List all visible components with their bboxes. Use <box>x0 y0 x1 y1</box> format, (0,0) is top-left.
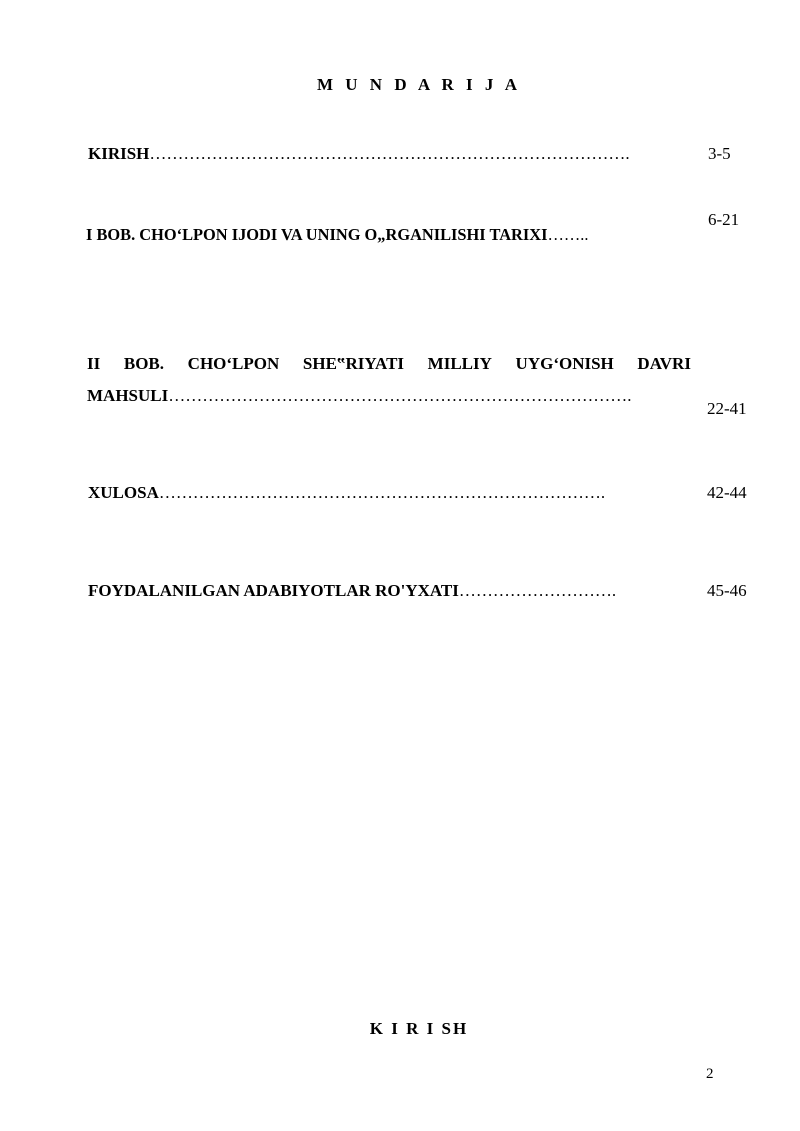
toc-entry-bibliography <box>88 580 616 602</box>
toc-entry-pages: 3-5 <box>708 144 731 163</box>
toc-leader-dots: …….. <box>547 225 589 244</box>
toc-entry-xulosa <box>88 482 605 504</box>
toc-entry-label-line1: II BOB. CHO‘LPON SHE‟RIYATI MILLIY UYG‘ONISH DAVRI <box>87 354 691 373</box>
toc-leader-dots: ……………………………………………………………………. <box>158 483 606 502</box>
toc-leader-dots: ………………………………………………………………………. <box>168 386 632 405</box>
toc-entry-label: I BOB. CHO‘LPON IJODI VA UNING O„RGANILISHI TARIXI <box>86 225 548 244</box>
toc-entry-pages: 42-44 <box>707 483 747 502</box>
toc-entry-label: XULOSA <box>88 483 159 502</box>
toc-leader-dots: ………………………. <box>458 581 617 600</box>
toc-entry-chapter-1 <box>86 224 588 246</box>
toc-entry-chapter-2 <box>87 353 691 407</box>
toc-entry-pages: 6-21 <box>708 210 740 229</box>
section-heading-kirish: K I R I SH <box>369 1019 469 1038</box>
toc-entry-pages: 22-41 <box>707 399 747 418</box>
toc-entry-kirish <box>88 143 630 165</box>
toc-entry-label: FOYDALANILGAN ADABIYOTLAR RO'YXATI <box>88 581 459 600</box>
toc-title: M U N D A R I J A <box>316 75 521 94</box>
toc-entry-pages: 45-46 <box>707 581 747 600</box>
toc-leader-dots: …………………………………………………………………………. <box>149 144 630 163</box>
page-number: 2 <box>706 1066 714 1082</box>
toc-entry-label-line2: MAHSULI………………………………………………………………………. <box>87 386 632 405</box>
toc-entry-label: KIRISH <box>88 144 150 163</box>
